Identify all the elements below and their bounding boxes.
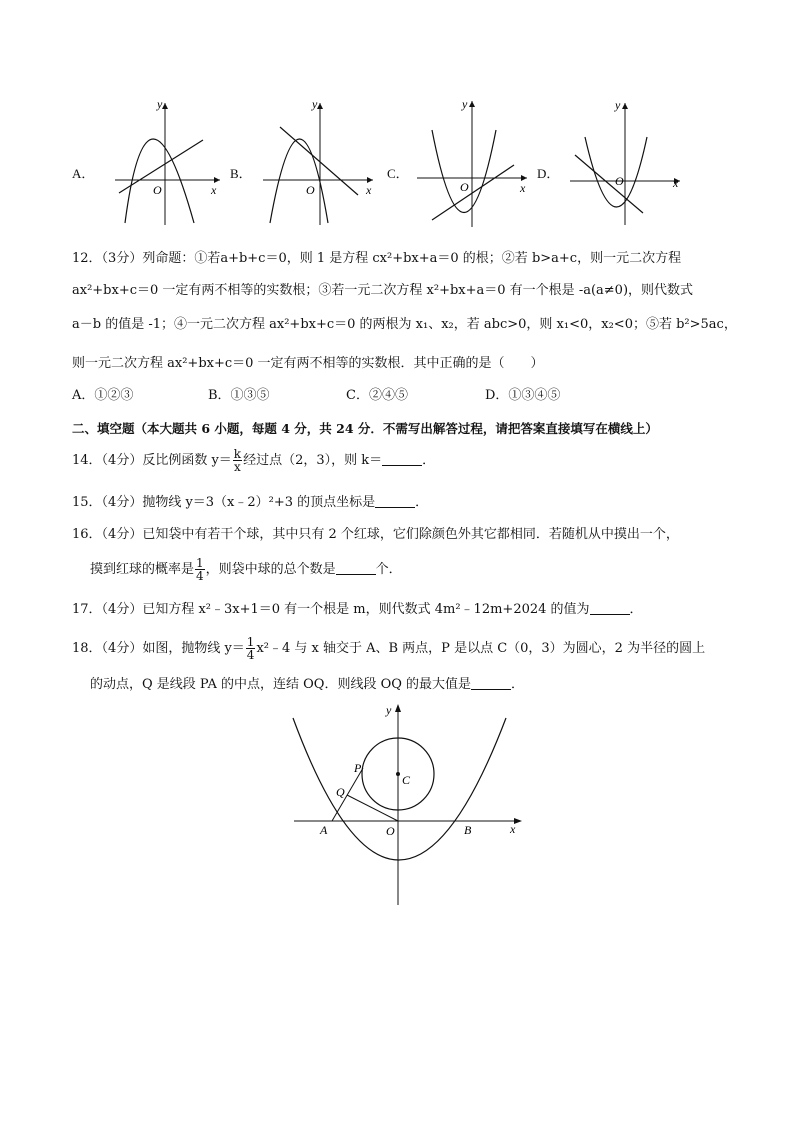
- q16-answer-blank[interactable]: [336, 562, 376, 575]
- label-q: Q: [336, 785, 345, 799]
- line: [280, 127, 358, 195]
- q14-den: x: [234, 460, 241, 474]
- option-d-graph: [565, 95, 690, 230]
- label-a: A: [320, 823, 328, 837]
- option-c-label: C．: [387, 166, 409, 181]
- q18-line2: 的动点，Q 是线段 PA 的中点，连结 OQ．则线段 OQ 的最大值是 ．: [90, 677, 525, 692]
- q12-line1: 12．（3分）列命题：①若a+b+c＝0，则 1 是方程 cx²+bx+a＝0 的根；②若 b>a+c，则一元二次方程: [72, 251, 682, 266]
- q14: 14．（4分）反比例函数 y＝ $\frac{k}{x}$ 经过点（2，3），则 k＝ ．: [72, 447, 436, 474]
- x-axis-label: x: [520, 181, 526, 195]
- x-axis-label: x: [673, 176, 679, 190]
- parabola: [293, 718, 506, 860]
- q12-line4: 则一元二次方程 ax²+bx+c＝0 一定有两不相等的实数根．其中正确的是（ ）: [72, 356, 544, 371]
- origin-label: O: [615, 174, 624, 188]
- q17-answer-blank[interactable]: [590, 602, 630, 615]
- q17-text: 17．（4分）已知方程 x²﹣3x+1＝0 有一个根是 m，则代数式 4m²﹣12m+2024 的值为: [72, 602, 590, 617]
- label-b: B: [464, 823, 472, 837]
- q12-option-c: C．②④⑤: [346, 388, 408, 403]
- label-o: O: [386, 824, 395, 838]
- q14-pre: 14．（4分）反比例函数 y＝: [72, 453, 232, 468]
- q18-fraction: $\frac{1}{4}$: [246, 635, 255, 662]
- center-point: [396, 772, 400, 776]
- q15-text: 15．（4分）抛物线 y＝3（x﹣2）²+3 的顶点坐标是: [72, 495, 376, 510]
- q16-fraction: $\frac{1}{4}$: [196, 556, 204, 583]
- label-x: x: [510, 822, 516, 836]
- q12-option-a: A．①②③: [72, 388, 134, 403]
- q16-line1: 16．（4分）已知袋中有若干个球，其中只有 2 个红球，它们除颜色外其它都相同．若随机从中摸出一个，: [72, 527, 679, 542]
- q14-post: 经过点（2，3），则 k＝: [243, 453, 383, 468]
- option-a-graph: [105, 95, 230, 230]
- line: [432, 165, 514, 220]
- y-axis-label: y: [462, 97, 468, 111]
- q14-num: k: [233, 447, 242, 461]
- q12-option-d: D．①③④⑤: [485, 388, 561, 403]
- option-b-graph: [258, 95, 383, 230]
- option-d-label: D．: [537, 166, 560, 181]
- q18-answer-blank[interactable]: [471, 677, 511, 690]
- q14-fraction: [233, 448, 242, 473]
- section-title: 二、填空题（本大题共 6 小题，每题 4 分，共 24 分．不需写出解答过程，请把答案直接填写在横线上）: [72, 421, 658, 436]
- q14-answer-blank[interactable]: [382, 453, 422, 466]
- q18-figure: [280, 700, 530, 910]
- label-c: C: [402, 773, 411, 787]
- option-c-graph: [412, 95, 537, 230]
- y-axis-label: y: [157, 97, 163, 111]
- x-axis-label: x: [211, 183, 217, 197]
- parabola: [270, 139, 328, 223]
- parabola: [432, 130, 496, 213]
- origin-label: O: [153, 183, 162, 197]
- x-axis-label: x: [366, 183, 372, 197]
- y-axis-label: y: [312, 97, 318, 111]
- y-axis-label: y: [615, 98, 621, 112]
- q15: 15．（4分）抛物线 y＝3（x﹣2）²+3 的顶点坐标是 ．: [72, 495, 429, 510]
- label-p: P: [354, 761, 362, 775]
- q15-answer-blank[interactable]: [375, 495, 415, 508]
- q17: 17．（4分）已知方程 x²﹣3x+1＝0 有一个根是 m，则代数式 4m²﹣12m+2024 的值为 ．: [72, 602, 643, 617]
- label-y: y: [386, 703, 392, 717]
- q16-line2: 摸到红球的概率是 $\frac{1}{4}$ ，则袋中球的总个数是 个．: [90, 556, 402, 583]
- q12-line2: ax²+bx+c＝0 一定有两不相等的实数根；③若一元二次方程 x²+bx+a＝0 有一个根是 -a(a≠0)，则代数式: [72, 283, 694, 298]
- q12-line3: a－b 的值是 -1；④一元二次方程 ax²+bx+c＝0 的两根为 x₁、x₂，若 abc>0，则 x₁<0，x₂<0；⑤若 b²>5ac，: [72, 317, 737, 332]
- origin-label: O: [460, 180, 469, 194]
- q18-line1: 18．（4分）如图，抛物线 y＝ $\frac{1}{4}$ x²﹣4 与 x 轴交于 A、B 两点，P 是以点 C（0，3）为圆心，2 为半径的圆上: [72, 635, 706, 662]
- origin-label: O: [306, 183, 315, 197]
- line: [575, 155, 643, 213]
- option-b-label: B．: [230, 166, 252, 181]
- q12-option-b: B．①③⑤: [208, 388, 270, 403]
- option-a-label: A．: [72, 166, 95, 181]
- options-graphs: [0, 95, 794, 235]
